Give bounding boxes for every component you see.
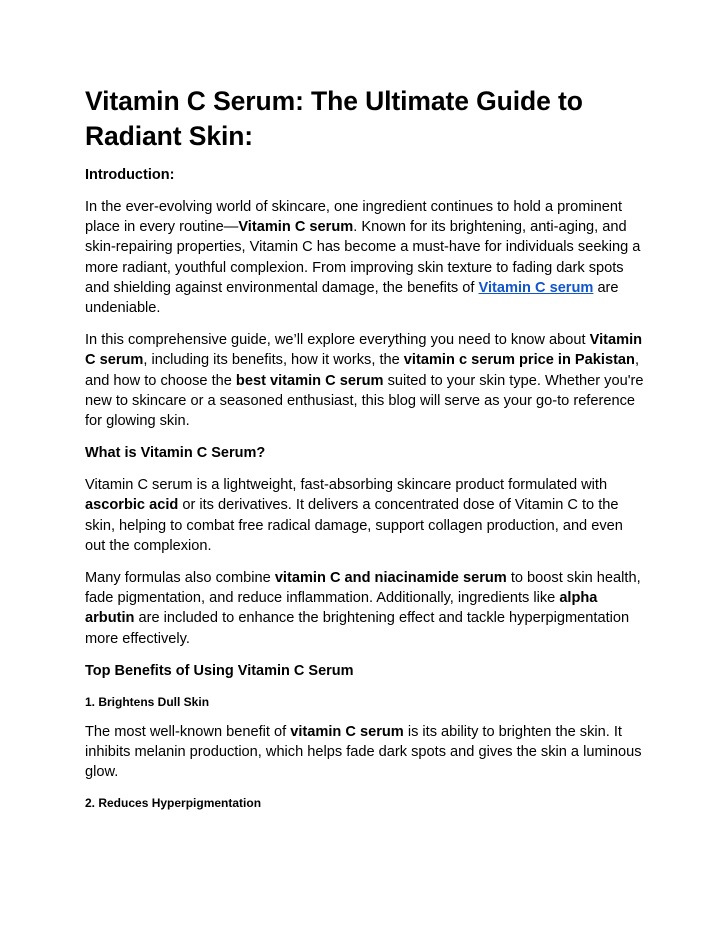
document-page xyxy=(85,84,645,811)
introduction-heading: Introduction: xyxy=(85,167,175,183)
vitamin-c-serum-link[interactable]: Vitamin C serum xyxy=(478,279,594,296)
what-is-paragraph-2 xyxy=(85,568,645,649)
bold-keyword: vitamin c serum price in Pakistan xyxy=(403,352,635,369)
text-run: The most well-known benefit of xyxy=(85,723,291,740)
benefits-heading: Top Benefits of Using Vitamin C Serum xyxy=(85,662,354,679)
bold-keyword: ascorbic acid xyxy=(85,497,179,514)
benefit-2-heading: 2. Reduces Hyperpigmentation xyxy=(85,796,262,811)
page-title: Vitamin C Serum: The Ultimate Guide to Radiant Skin: xyxy=(85,86,583,151)
what-is-paragraph-1 xyxy=(85,475,645,556)
bold-keyword: alpha arbutin xyxy=(85,590,598,627)
text-run: suited to your skin type. Whether you're new to skincare or a seasoned enthusiast, this blog will serve as your go-to reference for glowing skin. xyxy=(85,372,644,430)
bold-keyword: vitamin C and niacinamide serum xyxy=(274,570,507,587)
text-run: or its derivatives. It delivers a concentrated dose of Vitamin C to the skin, helping to combat free radical damage, support collagen production, and even out the complexion. xyxy=(85,497,623,554)
text-run: In this comprehensive guide, we’ll explore everything you need to know about xyxy=(85,332,590,349)
text-run: Many formulas also combine xyxy=(85,570,275,587)
bold-keyword: Vitamin C serum xyxy=(238,219,354,236)
text-run: are undeniable. xyxy=(85,279,619,317)
text-run: In the ever-evolving world of skincare, one ingredient continues to hold a prominent place in every routine— xyxy=(85,199,623,236)
benefit-1-heading: 1. Brightens Dull Skin xyxy=(85,694,210,709)
text-run: . Known for its brightening, anti-aging, and skin-repairing properties, Vitamin C has become a must-have for individuals seeking a more radiant, youthful complexion. From improving skin texture to fading dark spots and shielding against environmental damage, the benefits of xyxy=(85,219,641,296)
text-run: to boost skin health, fade pigmentation, and reduce inflammation. Additionally, ingredients like xyxy=(85,570,641,607)
text-run: is its ability to brighten the skin. It inhibits melanin production, which helps fade dark spots and gives the skin a luminous glow. xyxy=(85,723,642,781)
what-is-heading: What is Vitamin C Serum? xyxy=(85,445,266,462)
benefit-1-paragraph xyxy=(85,722,645,783)
text-run: , including its benefits, how it works, the xyxy=(143,352,404,369)
bold-keyword: vitamin C serum xyxy=(290,723,404,740)
intro-paragraph-2 xyxy=(85,330,645,431)
text-run: , and how to choose the xyxy=(85,352,640,389)
text-run: Vitamin C serum is a lightweight, fast-absorbing skincare product formulated with xyxy=(85,477,608,494)
text-run: are included to enhance the brightening effect and tackle hyperpigmentation more effectively. xyxy=(85,610,630,647)
bold-keyword: Vitamin C serum xyxy=(85,332,643,369)
intro-paragraph-1 xyxy=(85,197,645,318)
bold-keyword: best vitamin C serum xyxy=(235,372,384,389)
